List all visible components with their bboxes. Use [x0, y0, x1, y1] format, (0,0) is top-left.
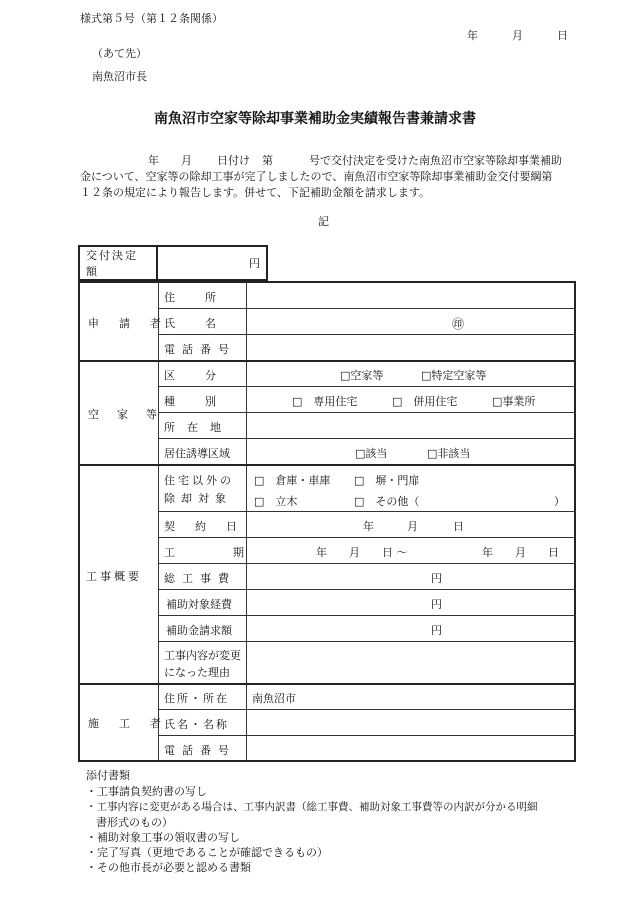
attachment-item: ・工事内容に変更がある場合は、工事内訳書（総工事費、補助対象工事費等の内訳が分かる明細	[86, 801, 538, 813]
period-start[interactable]: 年 月 日 ～	[316, 546, 408, 559]
claim-label: 補助金請求額	[166, 624, 232, 637]
attachment-item: ・工事請負契約書の写し	[86, 785, 207, 798]
sep-vacant	[80, 464, 574, 466]
applicant-address-text: 住所	[164, 291, 246, 304]
body-year: 年	[148, 154, 159, 167]
addressee-label: （あて先）	[92, 47, 147, 60]
addressee: 南魚沼市長	[92, 70, 147, 83]
group-vacant: 空家等	[88, 408, 175, 421]
main-form-table	[78, 281, 576, 762]
target-option-garage[interactable]: □ 倉庫・車庫	[254, 474, 331, 487]
kofu-table	[78, 245, 268, 281]
attachment-item: ・補助対象工事の領収書の写し	[86, 831, 240, 844]
ki-mark: 記	[318, 215, 329, 228]
body-day: 日付け	[217, 154, 250, 167]
sep-work	[80, 683, 574, 685]
row-line	[158, 615, 576, 616]
attachment-item: ・完了写真（更地であることが確認できるもの）	[86, 846, 328, 859]
period-label: 工期	[164, 546, 302, 559]
group-contractor: 施工者	[88, 717, 181, 730]
attachments-heading: 添付書類	[86, 769, 130, 782]
body-num: 第	[262, 154, 273, 167]
applicant-phone-label: 電話番号	[164, 343, 236, 356]
attachment-item: ・その他市長が必要と認める書類	[86, 861, 251, 874]
body-line2: 金について、空家等の除却工事が完了しましたので、南魚沼市空家等除却事業補助金交付要綱第	[80, 170, 553, 183]
applicant-address-field[interactable]	[250, 284, 572, 308]
sep-applicant	[80, 360, 574, 362]
group-work: 工事概要	[86, 570, 142, 583]
row-line	[158, 511, 576, 512]
group-applicant	[88, 315, 181, 331]
location-label: 所在地	[164, 421, 233, 434]
row-line	[158, 563, 576, 564]
contractor-name-label: 氏名・名称	[164, 718, 229, 731]
kofu-label-cell	[79, 246, 157, 280]
row-line	[158, 438, 576, 439]
shubetsu-label: 種別	[164, 395, 246, 408]
date-year: 年	[467, 29, 478, 42]
contractor-phone-field[interactable]	[250, 737, 572, 761]
row-line	[158, 735, 576, 736]
total-yen[interactable]: 円	[431, 572, 442, 585]
contract-month: 月	[407, 520, 418, 533]
applicant-name-label: 氏名	[164, 317, 246, 330]
zone-label: 居住誘導区域	[164, 447, 230, 460]
location-field[interactable]	[250, 414, 572, 438]
document-title: 南魚沼市空家等除却事業補助金実績報告書兼請求書	[154, 111, 476, 127]
eligible-label: 補助対象経費	[166, 598, 232, 611]
other-target-label-1: 住宅以外の	[164, 474, 234, 487]
applicant-name-field[interactable]	[250, 310, 572, 334]
attachment-item-cont: 書形式のもの）	[96, 816, 173, 829]
date-day: 日	[557, 29, 568, 42]
col-line-1	[158, 283, 159, 760]
row-line	[158, 589, 576, 590]
contract-label: 契約日	[164, 520, 257, 533]
date-month: 月	[512, 29, 523, 42]
zone-option-no[interactable]: □非該当	[427, 447, 471, 460]
period-end[interactable]: 年 月 日	[482, 546, 559, 559]
kofu-value-cell[interactable]	[157, 246, 267, 280]
contract-day: 日	[453, 520, 464, 533]
target-option-tree[interactable]: □ 立木	[254, 495, 298, 508]
reason-label-1: 工事内容が変更	[164, 649, 241, 662]
form-number: 様式第５号（第１２条関係）	[80, 12, 223, 25]
row-line	[158, 537, 576, 538]
target-option-other[interactable]: □ その他（	[354, 495, 420, 508]
kofu-label: 交付決定額	[86, 249, 138, 278]
row-line	[158, 412, 576, 413]
row-line	[158, 709, 576, 710]
shubetsu-option-business[interactable]: □事業所	[492, 395, 536, 408]
contractor-address-value[interactable]: 南魚沼市	[252, 692, 296, 705]
contractor-address-label: 住所・所在	[164, 692, 229, 705]
body-line1: 号で交付決定を受けた南魚沼市空家等除却事業補助	[309, 154, 562, 167]
shubetsu-option-mixed[interactable]: □ 併用住宅	[392, 395, 458, 408]
target-other-close: ）	[554, 495, 565, 508]
contractor-name-field[interactable]	[250, 711, 572, 735]
contractor-phone-label: 電話番号	[164, 744, 236, 757]
body-month: 月	[181, 154, 192, 167]
applicant-address-label	[164, 289, 246, 305]
kofu-yen: 円	[249, 257, 260, 270]
shubetsu-option-residential[interactable]: □ 専用住宅	[292, 395, 358, 408]
other-target-label-2: 除却対象	[164, 492, 232, 505]
kubun-label: 区分	[164, 369, 246, 382]
zone-option-yes[interactable]: □該当	[355, 447, 388, 460]
row-line	[158, 308, 576, 309]
row-line	[158, 641, 576, 642]
seal-mark: ㊞	[452, 317, 465, 331]
group-applicant-label: 申請者	[88, 317, 181, 330]
reason-label-2: になった理由	[164, 666, 230, 679]
applicant-phone-field[interactable]	[250, 336, 572, 360]
row-line	[158, 334, 576, 335]
row-line	[158, 386, 576, 387]
target-option-fence[interactable]: □ 塀・門扉	[354, 474, 420, 487]
reason-field[interactable]	[250, 643, 572, 683]
body-line3: １２条の規定により報告します。併せて、下記補助金額を請求します。	[80, 186, 431, 199]
total-label: 総工事費	[164, 572, 236, 585]
eligible-yen[interactable]: 円	[431, 598, 442, 611]
claim-yen[interactable]: 円	[431, 624, 442, 637]
kubun-option-specific[interactable]: □特定空家等	[421, 369, 487, 382]
contract-year: 年	[363, 520, 374, 533]
kubun-option-vacant[interactable]: □空家等	[340, 369, 384, 382]
